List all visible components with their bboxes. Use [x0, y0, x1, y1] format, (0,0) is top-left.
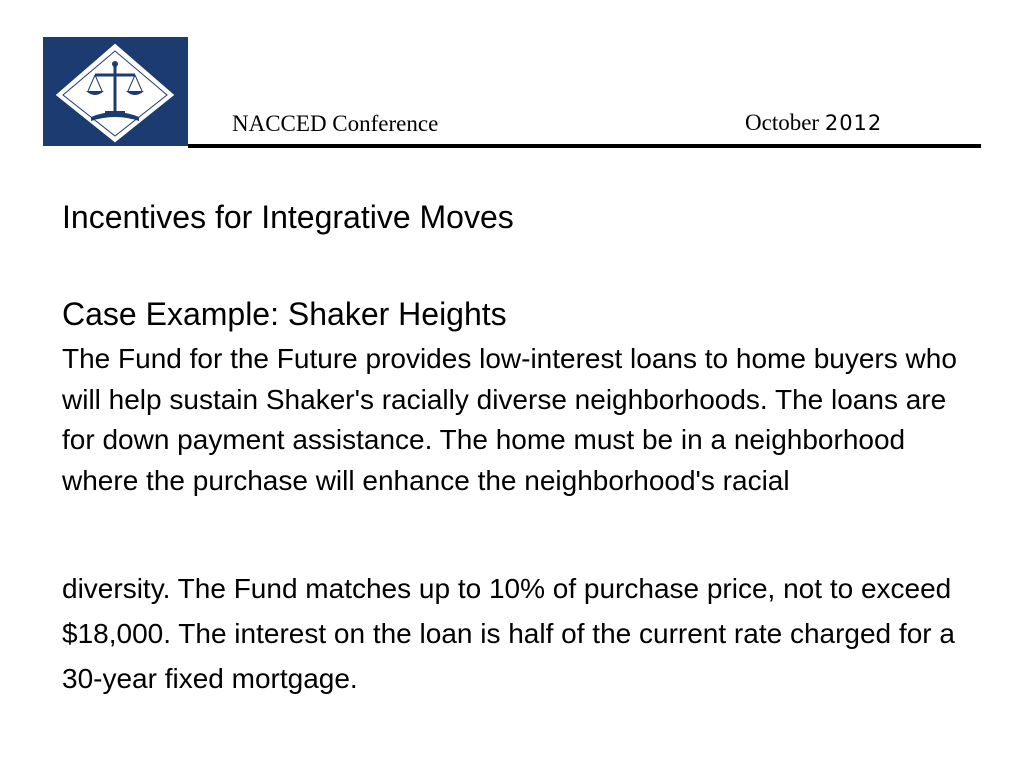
header-divider [188, 144, 981, 148]
date-year: 2012 [824, 111, 883, 135]
body-paragraph-2: diversity. The Fund matches up to 10% of purchase price, not to exceed $18,000. The interest on the loan is half of the current rate charged for a 30-year fixed mortgage. [62, 573, 955, 694]
organization-logo [43, 37, 188, 146]
body-paragraph-1: The Fund for the Future provides low-interest loans to home buyers who will help sustain Shaker's racially diverse neighborhoods. The loans are for down payment assistance. The home must be in a neighborhood where the purchase will enhance the neighborhood's racial [62, 343, 957, 496]
slide-subtitle: Case Example: Shaker Heights [62, 296, 507, 332]
slide-title: Incentives for Integrative Moves [62, 199, 514, 235]
scales-of-justice-icon [43, 37, 188, 146]
date-month: October [745, 110, 820, 135]
conference-name: NACCED Conference [232, 111, 439, 136]
conference-date [745, 110, 882, 136]
